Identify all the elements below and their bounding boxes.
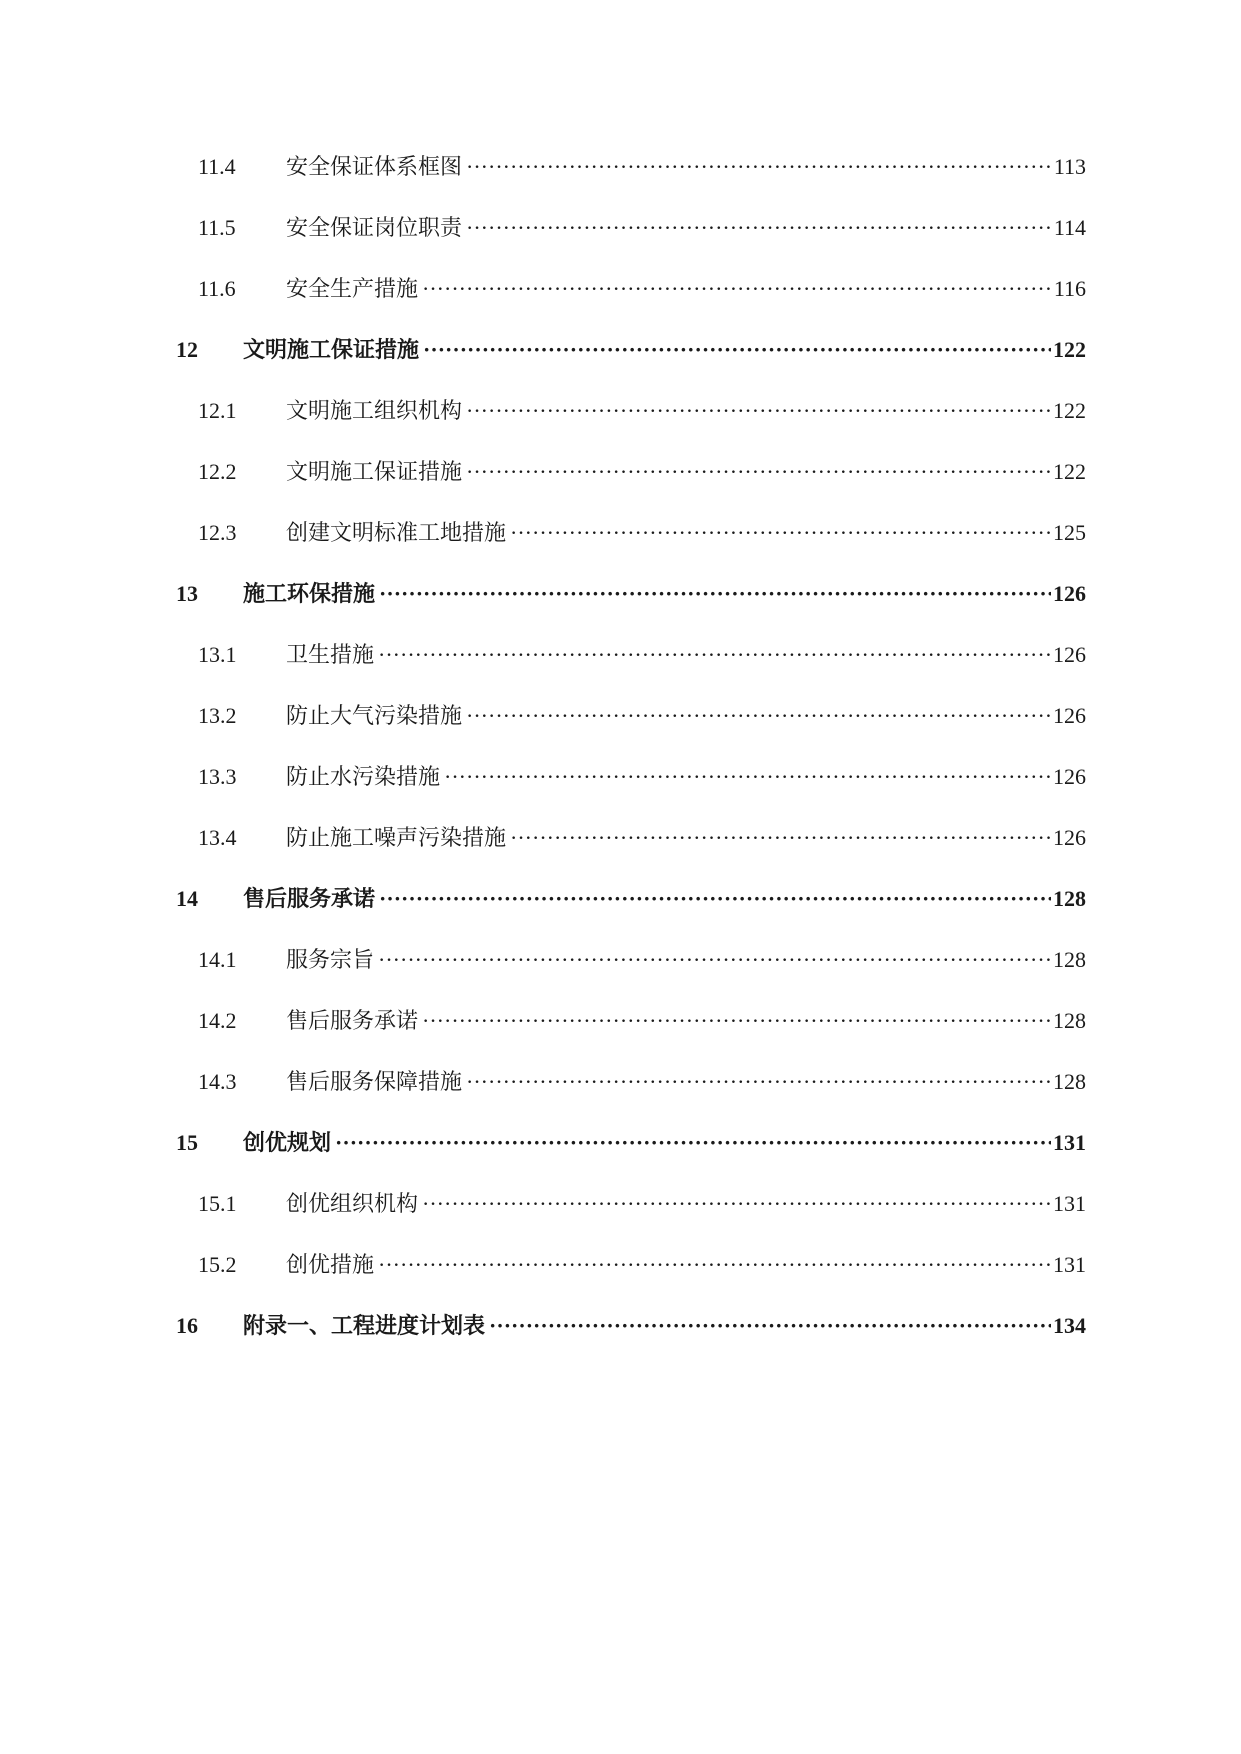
dot-leader	[422, 258, 1052, 319]
toc-entry-title: 创优规划	[243, 1130, 332, 1155]
toc-entry-page-number: 114	[1053, 215, 1086, 240]
toc-entry-title: 附录一、工程进度计划表	[243, 1313, 486, 1338]
toc-entry-number: 12.3	[198, 520, 237, 545]
toc-entry-title: 防止大气污染措施	[286, 703, 463, 728]
toc-entry-number: 14.3	[198, 1069, 237, 1094]
dot-leader	[422, 1173, 1051, 1234]
toc-entry-title: 安全保证岗位职责	[286, 215, 463, 240]
toc-entry-page-number: 125	[1053, 520, 1086, 545]
dot-leader	[378, 1234, 1051, 1295]
toc-section-entry[interactable]	[176, 136, 1086, 197]
toc-entry-title: 文明施工组织机构	[286, 398, 463, 423]
toc-entry-number: 14.1	[198, 947, 237, 972]
toc-section-entry[interactable]	[176, 746, 1086, 807]
toc-entry-page-number: 122	[1053, 459, 1086, 484]
dot-leader	[378, 624, 1051, 685]
toc-entry-page-number: 122	[1053, 337, 1086, 362]
toc-entry-page-number: 122	[1053, 398, 1086, 423]
toc-entry-title: 售后服务保障措施	[286, 1069, 463, 1094]
toc-section-entry[interactable]	[176, 197, 1086, 258]
toc-entry-title: 安全保证体系框图	[286, 154, 463, 179]
dot-leader	[423, 319, 1051, 380]
toc-entry-title: 安全生产措施	[286, 276, 419, 301]
toc-entry-page-number: 128	[1053, 947, 1086, 972]
toc-section-entry[interactable]	[176, 990, 1086, 1051]
toc-entry-page-number: 126	[1053, 703, 1086, 728]
dot-leader	[466, 380, 1051, 441]
toc-entry-number: 11.5	[198, 215, 236, 240]
toc-entry-title: 文明施工保证措施	[243, 337, 420, 362]
toc-entry-page-number: 126	[1053, 581, 1086, 606]
toc-entry-number: 13.4	[198, 825, 237, 850]
toc-entry-page-number: 131	[1053, 1252, 1086, 1277]
toc-entry-title: 售后服务承诺	[243, 886, 376, 911]
toc-entry-page-number: 134	[1053, 1313, 1086, 1338]
toc-entry-number: 13.1	[198, 642, 237, 667]
toc-entry-title: 施工环保措施	[243, 581, 376, 606]
toc-entry-number: 11.6	[198, 276, 236, 301]
toc-chapter-entry[interactable]	[176, 319, 1086, 380]
toc-entry-number: 12	[176, 337, 198, 362]
toc-entry-number: 12.1	[198, 398, 237, 423]
toc-entry-page-number: 126	[1053, 825, 1086, 850]
dot-leader	[489, 1295, 1051, 1356]
toc-entry-title: 创优措施	[286, 1252, 375, 1277]
toc-entry-page-number: 116	[1053, 276, 1086, 301]
toc-entry-number: 15.1	[198, 1191, 237, 1216]
dot-leader	[466, 441, 1051, 502]
toc-section-entry[interactable]	[176, 1173, 1086, 1234]
toc-entry-number: 15	[176, 1130, 198, 1155]
dot-leader	[422, 990, 1051, 1051]
dot-leader	[466, 685, 1051, 746]
toc-entry-number: 14	[176, 886, 198, 911]
dot-leader	[335, 1112, 1051, 1173]
dot-leader	[444, 746, 1051, 807]
toc-section-entry[interactable]	[176, 685, 1086, 746]
toc-section-entry[interactable]	[176, 380, 1086, 441]
dot-leader	[466, 1051, 1051, 1112]
toc-entry-title: 卫生措施	[286, 642, 375, 667]
toc-entry-title: 创优组织机构	[286, 1191, 419, 1216]
toc-entry-title: 售后服务承诺	[286, 1008, 419, 1033]
toc-entry-page-number: 113	[1053, 154, 1086, 179]
toc-entry-title: 防止施工噪声污染措施	[286, 825, 507, 850]
toc-entry-number: 13.3	[198, 764, 237, 789]
toc-chapter-entry[interactable]	[176, 1112, 1086, 1173]
toc-section-entry[interactable]	[176, 441, 1086, 502]
toc-section-entry[interactable]	[176, 1234, 1086, 1295]
dot-leader	[378, 929, 1051, 990]
toc-entry-page-number: 131	[1053, 1130, 1086, 1155]
toc-entry-title: 文明施工保证措施	[286, 459, 463, 484]
dot-leader	[510, 502, 1051, 563]
toc-section-entry[interactable]	[176, 807, 1086, 868]
dot-leader	[466, 197, 1052, 258]
toc-section-entry[interactable]	[176, 502, 1086, 563]
table-of-contents	[176, 136, 1086, 1356]
toc-entry-number: 16	[176, 1313, 198, 1338]
toc-entry-number: 13	[176, 581, 198, 606]
toc-chapter-entry[interactable]	[176, 868, 1086, 929]
toc-entry-number: 15.2	[198, 1252, 237, 1277]
toc-entry-page-number: 126	[1053, 764, 1086, 789]
toc-chapter-entry[interactable]	[176, 1295, 1086, 1356]
toc-entry-title: 创建文明标准工地措施	[286, 520, 507, 545]
toc-entry-title: 服务宗旨	[286, 947, 375, 972]
dot-leader	[466, 136, 1052, 197]
toc-entry-number: 12.2	[198, 459, 237, 484]
toc-section-entry[interactable]	[176, 929, 1086, 990]
dot-leader	[379, 868, 1051, 929]
toc-chapter-entry[interactable]	[176, 563, 1086, 624]
toc-section-entry[interactable]	[176, 1051, 1086, 1112]
toc-section-entry[interactable]	[176, 258, 1086, 319]
toc-entry-number: 11.4	[198, 154, 236, 179]
toc-entry-page-number: 126	[1053, 642, 1086, 667]
toc-entry-title: 防止水污染措施	[286, 764, 441, 789]
dot-leader	[379, 563, 1051, 624]
toc-entry-page-number: 128	[1053, 886, 1086, 911]
toc-entry-page-number: 128	[1053, 1008, 1086, 1033]
toc-entry-page-number: 131	[1053, 1191, 1086, 1216]
toc-entry-number: 13.2	[198, 703, 237, 728]
toc-entry-page-number: 128	[1053, 1069, 1086, 1094]
dot-leader	[510, 807, 1051, 868]
toc-entry-number: 14.2	[198, 1008, 237, 1033]
toc-section-entry[interactable]	[176, 624, 1086, 685]
